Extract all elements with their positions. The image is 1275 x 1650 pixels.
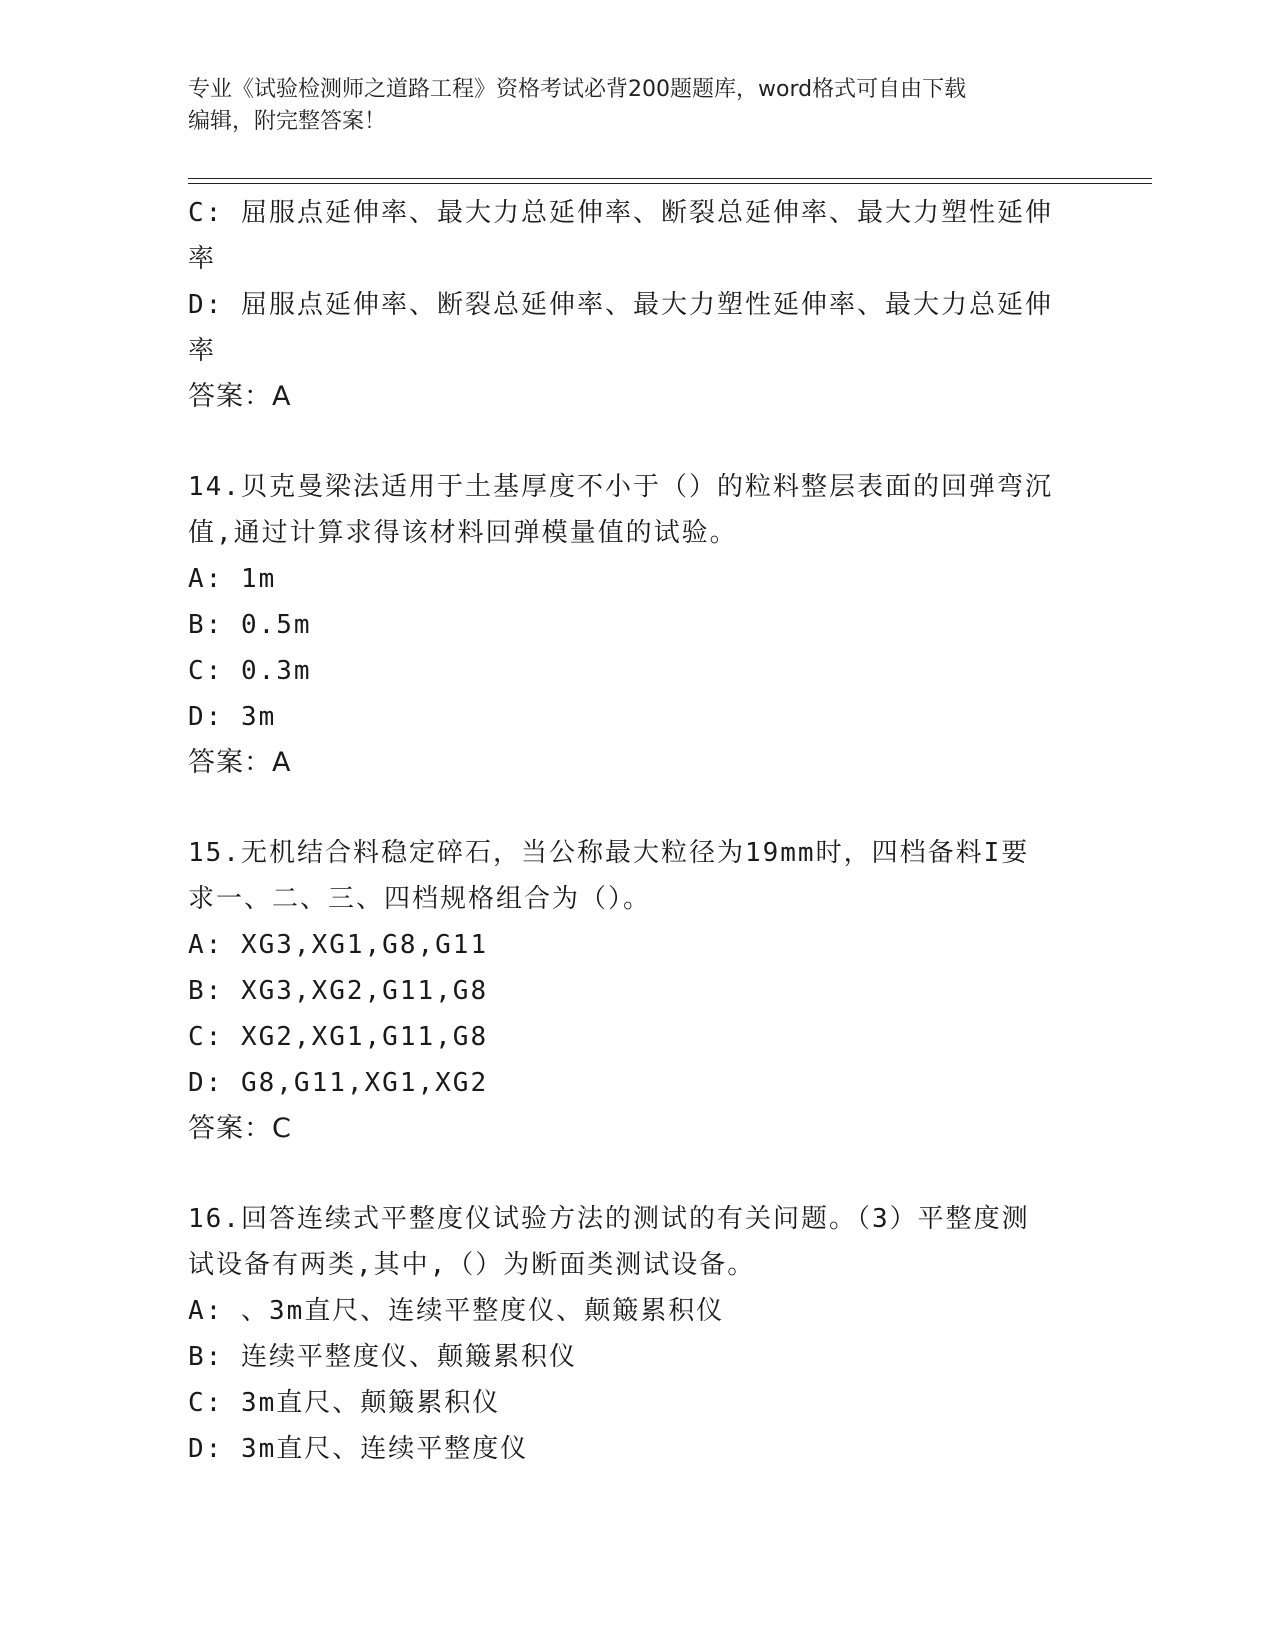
question-text-line-1: 16.回答连续式平整度仪试验方法的测试的有关问题。（3）平整度测 <box>188 1204 1030 1234</box>
option-a: A: 1m <box>188 564 277 594</box>
question-content <box>188 190 1088 1472</box>
question-text-line-2: 试设备有两类,其中,（）为断面类测试设备。 <box>188 1250 756 1280</box>
question-text-line-2: 值,通过计算求得该材料回弹模量值的试验。 <box>188 518 738 548</box>
question-14 <box>188 464 1088 786</box>
option-c: C: 0.3m <box>188 656 312 686</box>
option-a: A: 、3m直尺、连续平整度仪、颠簸累积仪 <box>188 1296 725 1326</box>
question-16 <box>188 1196 1088 1472</box>
question-text-line-2: 求一、二、三、四档规格组合为（）。 <box>188 884 652 914</box>
answer-label: 答案：A <box>188 747 292 778</box>
option-a: A: XG3,XG1,G8,G11 <box>188 930 489 960</box>
option-d: D: 3m直尺、连续平整度仪 <box>188 1434 529 1464</box>
header-divider <box>188 178 1152 184</box>
header-line-1: 专业《试验检测师之道路工程》资格考试必背200题题库，word格式可自由下载 <box>188 77 967 102</box>
previous-question-tail <box>188 190 1088 420</box>
option-b: B: 0.5m <box>188 610 312 640</box>
option-b: B: XG3,XG2,G11,G8 <box>188 976 489 1006</box>
option-c-line-1: C: 屈服点延伸率、最大力总延伸率、断裂总延伸率、最大力塑性延伸 <box>188 198 1053 228</box>
option-d-line-1: D: 屈服点延伸率、断裂总延伸率、最大力塑性延伸率、最大力总延伸 <box>188 290 1053 320</box>
option-c: C: XG2,XG1,G11,G8 <box>188 1022 489 1052</box>
question-text-line-1: 14.贝克曼梁法适用于土基厚度不小于（）的粒料整层表面的回弹弯沉 <box>188 472 1053 502</box>
option-c: C: 3m直尺、颠簸累积仪 <box>188 1388 501 1418</box>
header-line-2: 编辑，附完整答案！ <box>188 109 387 134</box>
option-d: D: 3m <box>188 702 277 732</box>
option-d: D: G8,G11,XG1,XG2 <box>188 1068 489 1098</box>
answer-label: 答案：A <box>188 381 292 412</box>
question-text-line-1: 15.无机结合料稳定碎石，当公称最大粒径为19mm时，四档备料I要 <box>188 838 1030 868</box>
option-b: B: 连续平整度仪、颠簸累积仪 <box>188 1342 577 1372</box>
option-c-line-2: 率 <box>188 244 217 274</box>
question-15 <box>188 830 1088 1152</box>
document-header <box>188 74 1068 138</box>
answer-label: 答案：C <box>188 1113 292 1144</box>
option-d-line-2: 率 <box>188 336 217 366</box>
